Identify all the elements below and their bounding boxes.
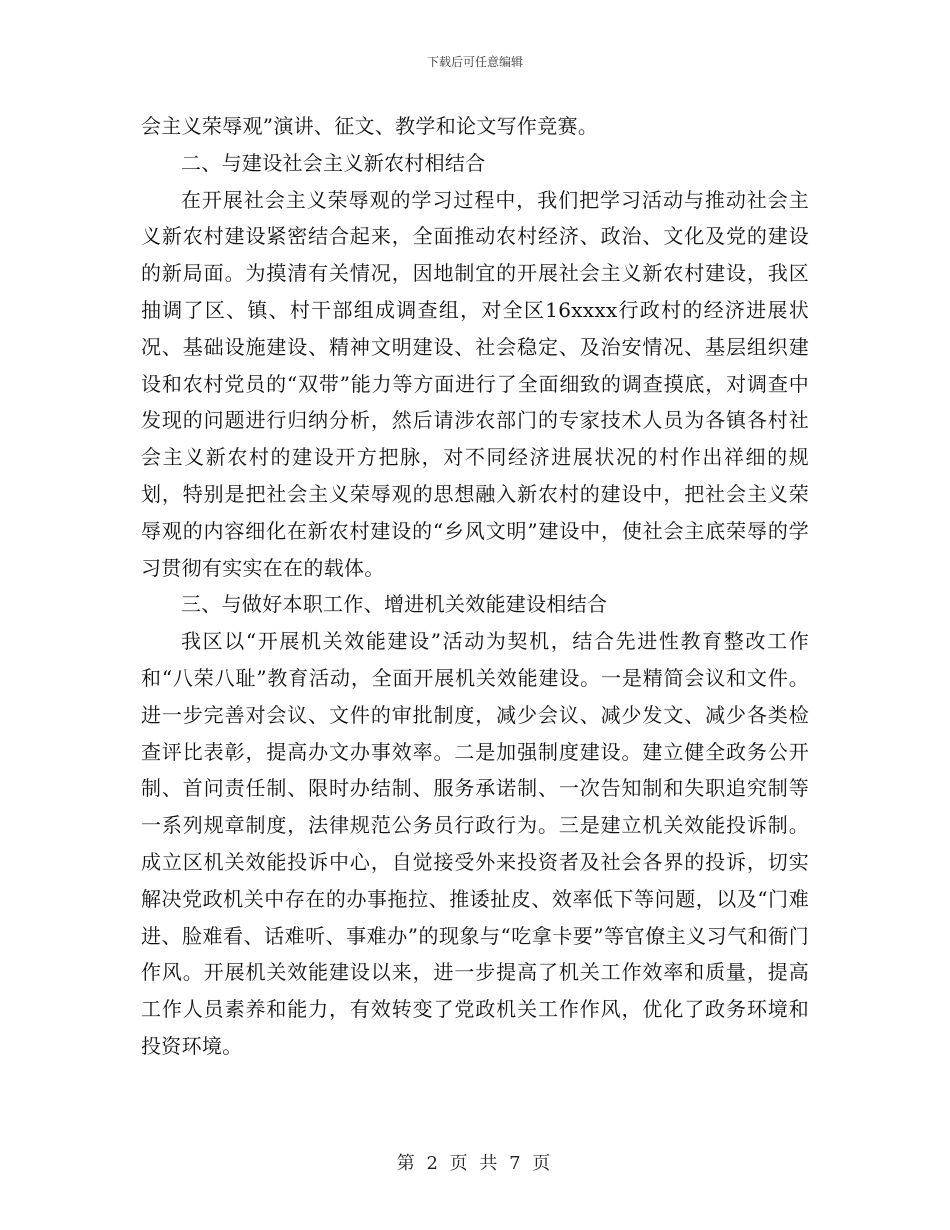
paragraph-new-countryside: 在开展社会主义荣辱观的学习过程中，我们把学习活动与推动社会主义新农村建设紧密结合起来，全面推动农村经济、政治、文化及党的建设的新局面。为摸清有关情况，因地制宜的开展社会主义新农村建设，我区抽调了区、镇、村干部组成调查组，对全区16xxxx行政村的经济进展状况、基础设施建设、精神文明建设、社会稳定、及治安情况、基层组织建设和农村党员的“双带”能力等方面进行了全面细致的调查摸底，对调查中发现的问题进行归纳分析，然后请涉农部门的专家技术人员为各镇各村社会主义新农村的建设开方把脉，对不同经济进展状况的村作出祥细的规划，特别是把社会主义荣辱观的思想融入新农村的建设中，把社会主义荣辱观的内容细化在新农村建设的“乡风文明”建设中，使社会主底荣辱的学习贯彻有实实在在的载体。 [141, 187, 809, 580]
page-number: 第 2 页 共 7 页 [396, 1153, 554, 1174]
document-body [141, 108, 809, 1065]
section-heading-2: 二、与建设社会主义新农村相结合 [181, 150, 486, 175]
section-heading-3: 三、与做好本职工作、增进机关效能建设相结合 [181, 592, 608, 617]
paragraph-efficiency: 我区以“开展机关效能建设”活动为契机，结合先进性教育整改工作和“八荣八耻”教育活动，全面开展机关效能建设。一是精简会议和文件。进一步完善对会议、文件的审批制度，减少会议、减少发文、减少各类检查评比表彰，提高办文办事效率。二是加强制度建设。建立健全政务公开制、首问责任制、限时办结制、服务承诺制、一次告知制和失职追究制等一系列规章制度，法律规范公务员行政行为。三是建立机关效能投诉制。成立区机关效能投诉中心，自觉接受外来投资者及社会各界的投诉，切实解决党政机关中存在的办事拖拉、推诿扯皮、效率低下等问题，以及“门难进、脸难看、话难听、事难办”的现象与“吃拿卡要”等官僚主义习气和衙门作风。开展机关效能建设以来，进一步提高了机关工作效率和质量，提高工作人员素养和能力，有效转变了党政机关工作作风，优化了政务环境和投资环境。 [141, 629, 809, 1058]
paragraph-continuation: 会主义荣辱观”演讲、征文、教学和论文写作竞赛。 [141, 114, 599, 138]
page-header: 下载后可任意编辑 [426, 55, 523, 69]
